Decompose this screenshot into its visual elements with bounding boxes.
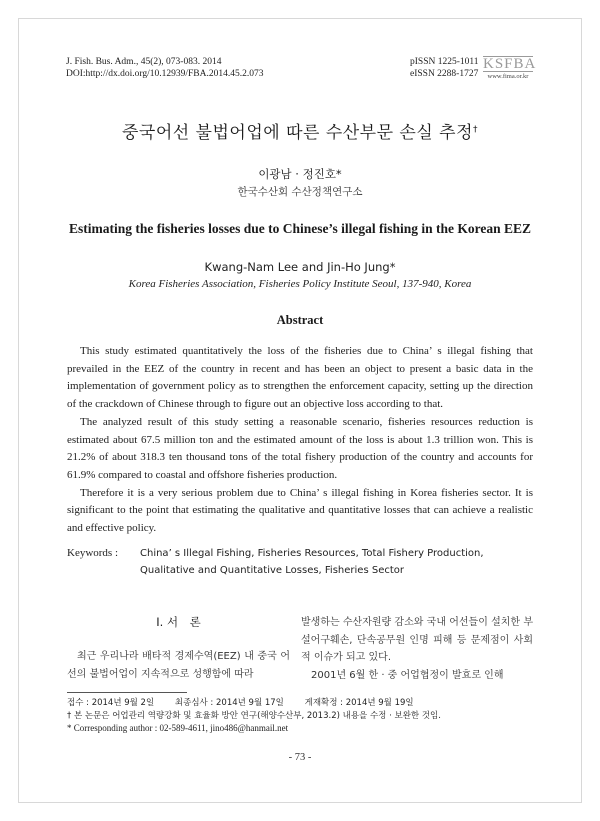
- received-date: 접수 : 2014년 9월 2일: [67, 698, 155, 708]
- footnote-corresponding: * Corresponding author : 02-589-4611, jino486@hanmail.net: [67, 723, 289, 733]
- doi-link[interactable]: DOI:http://dx.doi.org/10.12939/FBA.2014.45.2.073: [66, 69, 264, 79]
- issn-block: [410, 56, 479, 80]
- reviewed-date: 최종심사 : 2014년 9월 17일: [174, 698, 284, 708]
- abstract-paragraph: The analyzed result of this study setting a reasonable scenario, fisheries resources reduction is estimated about 67.5 million ton and the estimated amount of the loss is about 1.3 trillion won. This is 21.2% of about 318.3 ten thousand tons of the total fishery production of the country and accounts for 61.9% compared to coastal and offshore fisheries production.: [67, 415, 533, 481]
- body-paragraph: 최근 우리나라 배타적 경제수역(EEZ) 내 중국 어선의 불법어업이 지속적으로 성행함에 따라: [67, 651, 290, 680]
- body-paragraph: 2001년 6월 한 · 중 어업협정이 발효로 인해: [311, 669, 504, 681]
- title-korean-text: 중국어선 불법어업에 따른 수산부문 손실 추정: [121, 123, 474, 143]
- abstract-body: [67, 343, 533, 538]
- keywords-label: Keywords :: [67, 547, 119, 559]
- journal-citation: [66, 56, 264, 80]
- abstract-paragraph: This study estimated quantitatively the loss of the fisheries due to China’ s illegal fishing that prevailed in the EEZ of the country in recent and has been an object to present a basic data in the implementation of government policy as to strengthen the enforcement capacity, setting up the direction of the crackdown of Chinese through to figure out an objective loss according to that.: [67, 345, 533, 411]
- pissn: pISSN 1225-1011: [410, 57, 479, 67]
- eissn: eISSN 2288-1727: [410, 69, 479, 79]
- affiliation-english: Korea Fisheries Association, Fisheries Policy Institute Seoul, 137-940, Korea: [128, 278, 472, 290]
- authors-korean: 이광남 · 정진호*: [258, 167, 342, 181]
- title-english: Estimating the fisheries losses due to Chinese’s illegal fishing in the Korean EEZ: [68, 221, 532, 236]
- footnote-divider: [67, 692, 187, 693]
- section-heading-introduction: Ⅰ. 서 론: [156, 615, 201, 629]
- body-column-left: [67, 614, 290, 683]
- body-paragraph: 발생하는 수산자원량 감소와 국내 어선들이 설치한 부설어구훼손, 단속공무원 인명 피해 등 문제점이 사회적 이슈가 되고 있다.: [301, 617, 533, 663]
- footnote-funding: † 본 논문은 어업관리 역량강화 및 효율화 방안 연구(해양수산부, 2013.2) 내용을 수정 · 보완한 것임.: [67, 711, 441, 721]
- title-footnote-mark: †: [473, 125, 479, 135]
- journal-line: J. Fish. Bus. Adm., 45(2), 073-083. 2014: [66, 57, 222, 67]
- page-number: - 73 -: [288, 752, 312, 763]
- keywords: [67, 545, 533, 579]
- accepted-date: 게재확정 : 2014년 9월 19일: [304, 698, 414, 708]
- logo-text: KSFBA: [483, 56, 537, 72]
- affiliation-korean: 한국수산회 수산정책연구소: [237, 186, 363, 198]
- abstract-heading: Abstract: [276, 313, 324, 327]
- title-korean: [0, 118, 600, 143]
- footnote-dates: [67, 697, 533, 710]
- body-column-right: [301, 614, 533, 684]
- logo-url[interactable]: www.fima.or.kr: [487, 73, 529, 80]
- abstract-paragraph: Therefore it is a very serious problem due to China’ s illegal fishing in Korea fisheries sector. It is significant to the point that estimating the qualitative and quantitative losses that can achieve a realistic and effective policy.: [67, 486, 533, 535]
- ksfba-logo: [483, 56, 537, 80]
- authors-english: Kwang-Nam Lee and Jin-Ho Jung*: [204, 260, 396, 274]
- keywords-text: China’ s Illegal Fishing, Fisheries Resources, Total Fishery Production, Qualitative and Quantitative Losses, Fisheries Sector: [140, 548, 484, 576]
